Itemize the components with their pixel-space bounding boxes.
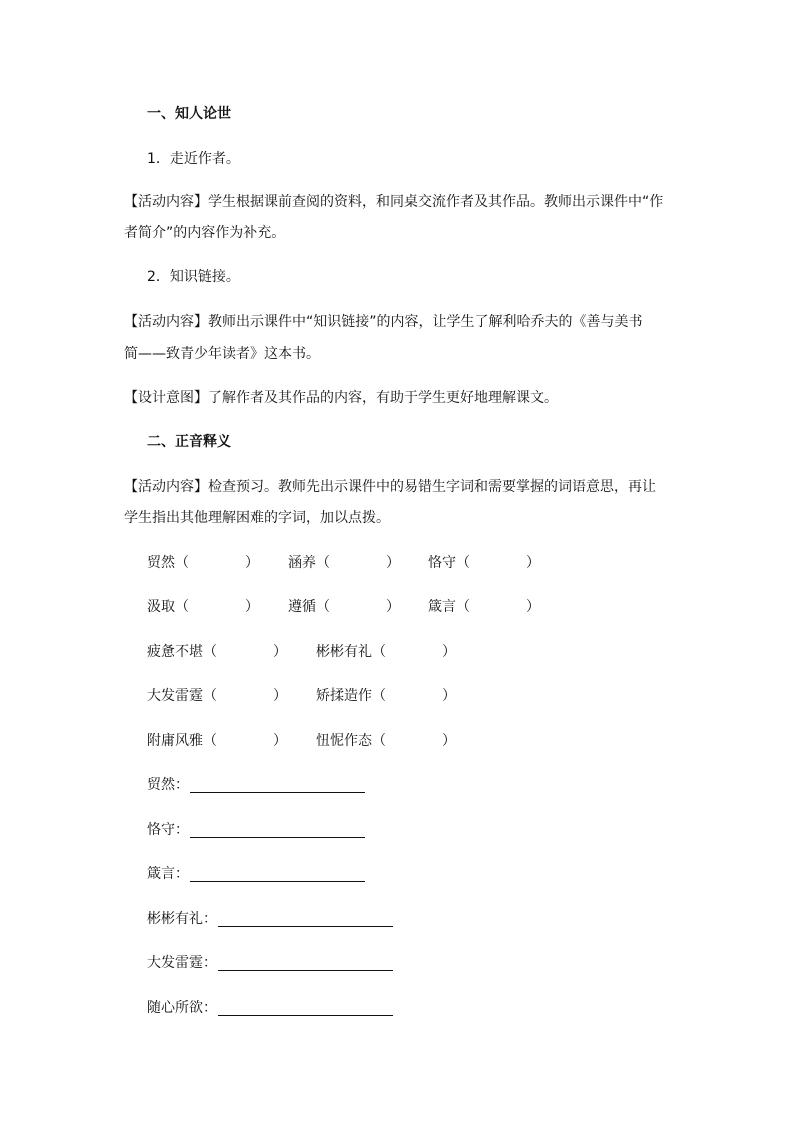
definition-answer-line xyxy=(190,792,365,793)
pinyin-blank: 遵循（ ） xyxy=(288,599,400,615)
paragraph-1-line-2: 者简介”的内容作为补充。 xyxy=(124,225,286,241)
pinyin-blank: 彬彬有礼（ ） xyxy=(316,644,456,660)
paragraph-1-line-1: 【活动内容】学生根据课前查阅的资料，和同桌交流作者及其作品。教师出示课件中“作 xyxy=(124,194,664,210)
pinyin-blank: 箴言（ ） xyxy=(428,599,540,615)
pinyin-blank: 附庸风雅（ ） xyxy=(147,733,287,749)
definition-answer-line xyxy=(218,970,393,971)
paragraph-4-line-1: 【活动内容】检查预习。教师先出示课件中的易错生字词和需要掌握的词语意思，再让 xyxy=(124,479,656,495)
definition-label: 彬彬有礼： xyxy=(147,911,217,927)
pinyin-blank: 贸然（ ） xyxy=(147,555,259,571)
definition-answer-line xyxy=(190,881,365,882)
definition-label: 箴言： xyxy=(147,866,189,882)
pinyin-blank: 大发雷霆（ ） xyxy=(147,688,287,704)
definition-answer-line xyxy=(218,926,393,927)
definition-answer-line xyxy=(218,1015,393,1016)
definition-label: 恪守： xyxy=(147,822,189,838)
pinyin-blank: 忸怩作态（ ） xyxy=(316,733,456,749)
pinyin-blank: 矫揉造作（ ） xyxy=(316,688,456,704)
paragraph-4-line-2: 学生指出其他理解困难的字词，加以点拨。 xyxy=(124,510,390,526)
pinyin-blank: 涵养（ ） xyxy=(288,555,400,571)
definition-answer-line xyxy=(190,837,365,838)
definition-label: 贸然： xyxy=(147,777,189,793)
pinyin-blank: 疲惫不堪（ ） xyxy=(147,644,287,660)
paragraph-2-line-1: 【活动内容】教师出示课件中“知识链接”的内容，让学生了解利哈乔夫的《善与美书 xyxy=(124,314,643,330)
definition-label: 大发雷霆： xyxy=(147,955,217,971)
paragraph-3: 【设计意图】了解作者及其作品的内容，有助于学生更好地理解课文。 xyxy=(124,390,558,406)
item-1: 1．走近作者。 xyxy=(147,151,240,167)
section-heading-2: 二、正音释义 xyxy=(147,434,231,450)
section-heading-1: 一、知人论世 xyxy=(147,106,231,122)
paragraph-2-line-2: 简——致青少年读者》这本书。 xyxy=(124,346,320,362)
pinyin-blank: 恪守（ ） xyxy=(428,555,540,571)
item-2: 2．知识链接。 xyxy=(147,269,240,285)
definition-label: 随心所欲： xyxy=(147,1000,217,1016)
pinyin-blank: 汲取（ ） xyxy=(147,599,259,615)
